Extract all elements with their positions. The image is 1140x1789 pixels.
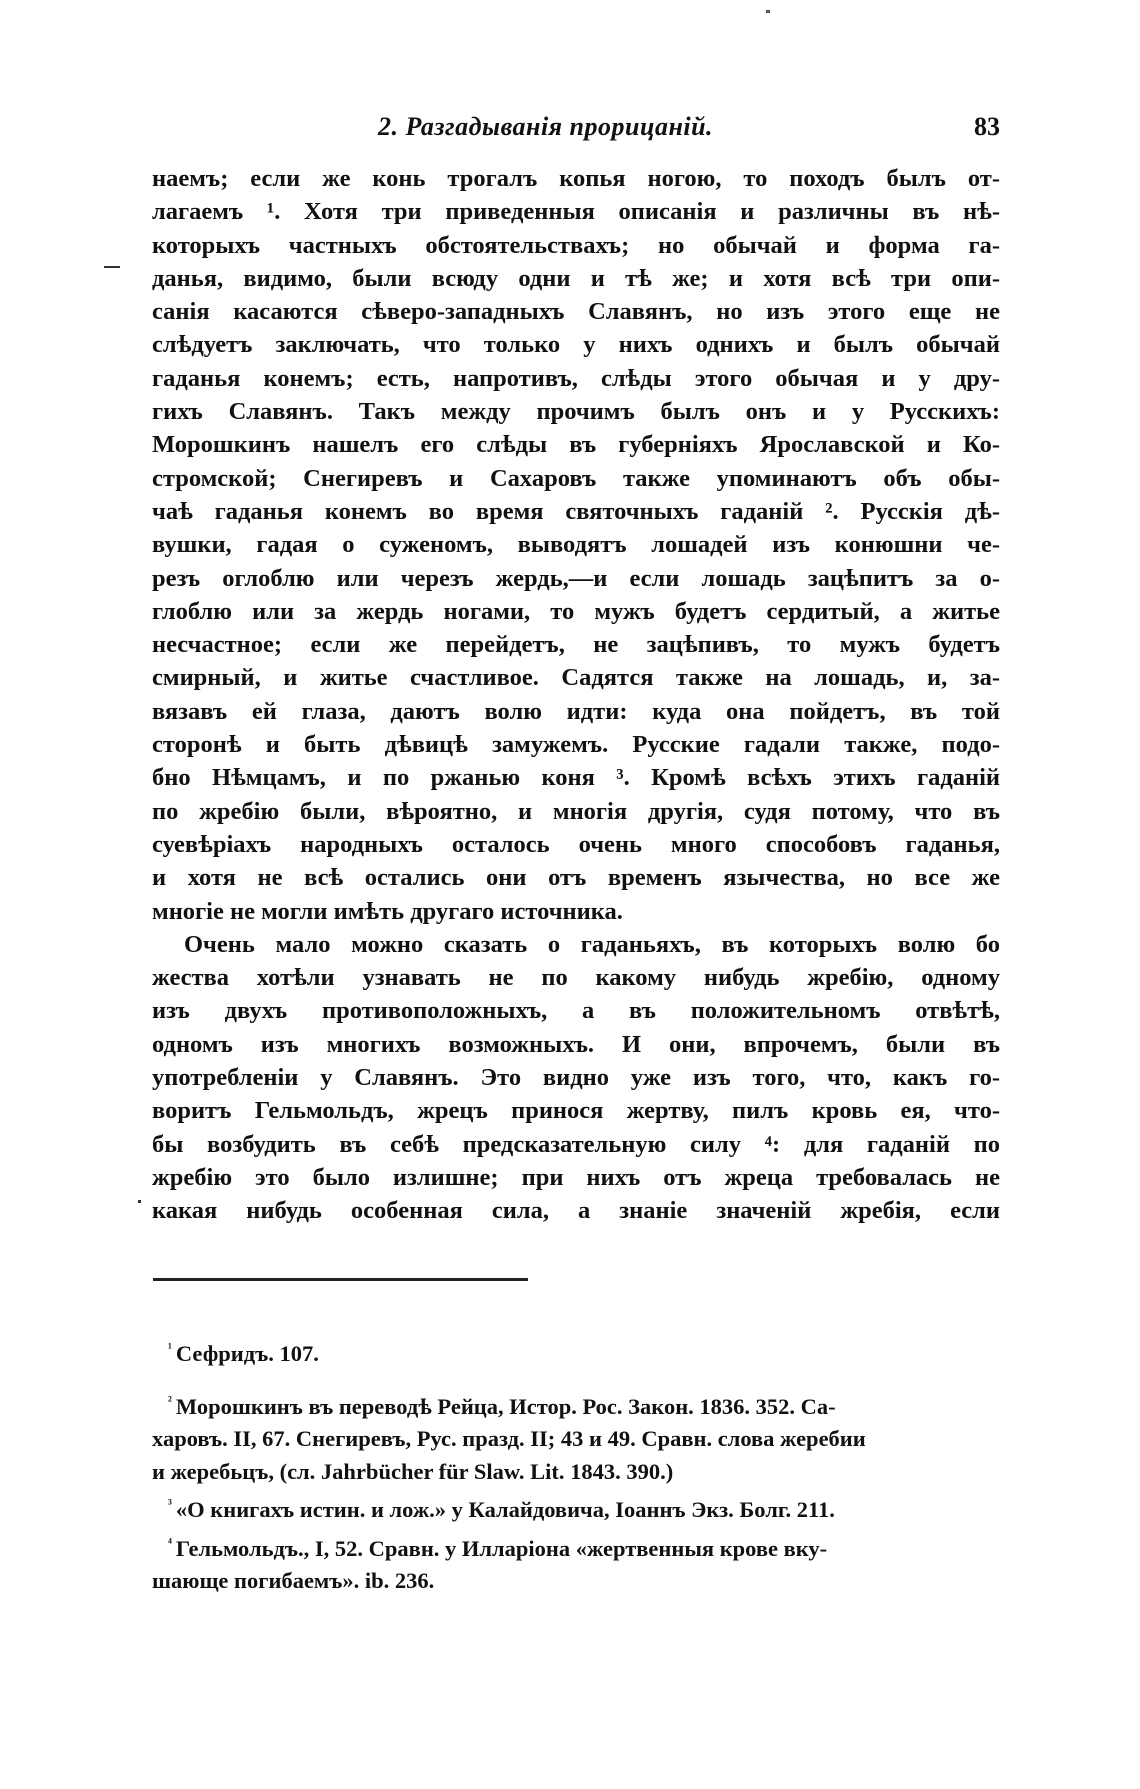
text-line: и хотя не всѣ остались они отъ временъ язычества, но все же bbox=[152, 864, 1000, 892]
footnote-text: Гельмольдъ., I, 52. Сравн. у Илларіона «жертвенныя крове вку- bbox=[175, 1535, 828, 1561]
running-title: 2. Разгадыванія прорицаній. bbox=[378, 112, 714, 141]
text-line: жества хотѣли узнавать не по какому нибудь жребію, одному bbox=[152, 964, 1000, 992]
text-line: сторонѣ и быть дѣвицѣ замужемъ. Русские гадали также, подо- bbox=[152, 731, 1000, 759]
text-line: которыхъ частныхъ обстоятельствахъ; но обычай и форма га- bbox=[152, 231, 1000, 259]
text-line: жребію это было излишне; при нихъ отъ жреца требовалась не bbox=[152, 1163, 1000, 1191]
page-header bbox=[152, 112, 1000, 148]
text-line: воритъ Гельмольдъ, жрецъ принося жертву, пилъ кровь ея, что- bbox=[152, 1097, 1000, 1125]
paragraph-start-line: Очень мало можно сказать о гаданьяхъ, въ которыхъ волю бо bbox=[184, 930, 1000, 958]
text-line: стромской; Снегиревъ и Сахаровъ также упоминаютъ объ обы- bbox=[152, 464, 1000, 492]
text-line: глоблю или за жердь ногами, то мужъ будетъ сердитый, а житье bbox=[152, 597, 1000, 625]
text-line: по жребію были, вѣроятно, и многія другія, судя потому, что въ bbox=[152, 797, 1000, 825]
margin-dot bbox=[138, 1200, 141, 1203]
text-line: гихъ Славянъ. Такъ между прочимъ былъ онъ и у Русскихъ: bbox=[152, 398, 1000, 426]
text-line: несчастное; если же перейдетъ, не зацѣпивъ, то мужъ будетъ bbox=[152, 631, 1000, 659]
text-line: какая нибудь особенная сила, а знаніе значеній жребія, если bbox=[152, 1197, 1000, 1225]
main-text bbox=[152, 162, 1000, 1228]
text-line: одномъ изъ многихъ возможныхъ. И они, впрочемъ, были въ bbox=[152, 1030, 1000, 1058]
footnote-2-continued: и жеребьцъ, (сл. Jahrbücher für Slaw. Lit. 1843. 390.) bbox=[152, 1458, 674, 1484]
text-line: наемъ; если же конь трогалъ копья ногою, то походъ былъ от- bbox=[152, 165, 1000, 192]
footnote-mark: ⁴ bbox=[168, 1534, 172, 1550]
footnote-mark: ³ bbox=[168, 1496, 172, 1511]
text-line: изъ двухъ противоположныхъ, а въ положительномъ отвѣтѣ, bbox=[152, 997, 1000, 1025]
footnote-text: Морошкинъ въ переводѣ Рейца, Истор. Рос. Закон. 1836. 352. Са- bbox=[175, 1393, 836, 1419]
margin-mark bbox=[104, 266, 120, 268]
footnotes bbox=[152, 1332, 1000, 1598]
text-line: резъ оглоблю или черезъ жердь,—и если лошадь зацѣпитъ за о- bbox=[152, 564, 1000, 592]
text-line: гаданья конемъ; есть, напротивъ, слѣды этого обычая и у дру- bbox=[152, 364, 1000, 392]
text-line: бно Нѣмцамъ, и по ржанью коня ³. Кромѣ всѣхъ этихъ гаданій bbox=[152, 764, 1000, 792]
text-line: вушки, гадая о суженомъ, выводятъ лошадей изъ конюшни че- bbox=[152, 531, 1000, 559]
footnote-1 bbox=[152, 1332, 1000, 1371]
text-line: лагаемъ ¹. Хотя три приведенныя описанія и различны въ нѣ- bbox=[152, 198, 1000, 226]
footnote-4-continued: шающе погибаемъ». ib. 236. bbox=[152, 1568, 435, 1593]
footnote-2 bbox=[152, 1385, 1000, 1424]
footnote-2-continued: харовъ. II, 67. Снегиревъ, Рус. празд. II; 43 и 49. Сравн. слова жеребии bbox=[152, 1426, 866, 1451]
text-line: данья, видимо, были всюду одни и тѣ же; и хотя всѣ три опи- bbox=[152, 264, 1000, 292]
text-line: слѣдуетъ заключать, что только у нихъ однихъ и былъ обычай bbox=[152, 331, 1000, 359]
footnote-mark: ² bbox=[168, 1392, 172, 1408]
text-line: санія касаются сѣверо-западныхъ Славянъ, но изъ этого еще не bbox=[152, 298, 1000, 326]
scan-speck bbox=[766, 10, 770, 13]
text-line: суевѣріахъ народныхъ осталось очень много способовъ гаданья, bbox=[152, 830, 1000, 858]
footnote-text: «О книгахъ истин. и лож.» у Калайдовича, Іоаннъ Экз. Болг. 211. bbox=[175, 1497, 835, 1522]
text-line: Морошкинъ нашелъ его слѣды въ губерніяхъ Ярославской и Ко- bbox=[152, 431, 1000, 459]
footnote-rule bbox=[153, 1278, 528, 1281]
footnote-mark: ¹ bbox=[168, 1340, 172, 1355]
text-line: многіе не могли имѣть другаго источника. bbox=[152, 897, 623, 925]
footnote-text: Сефридъ. 107. bbox=[175, 1341, 319, 1366]
text-line: употребленіи у Славянъ. Это видно уже изъ того, что, какъ го- bbox=[152, 1064, 1000, 1092]
footnote-4 bbox=[152, 1527, 1000, 1566]
text-line: вязавъ ей глаза, даютъ волю идти: куда она пойдетъ, въ той bbox=[152, 697, 1000, 725]
page-number: 83 bbox=[974, 112, 1000, 141]
footnote-3 bbox=[152, 1488, 1000, 1527]
text-line: смирный, и житье счастливое. Садятся также на лошадь, и, за- bbox=[152, 664, 1000, 692]
text-line: бы возбудить въ себѣ предсказательную силу ⁴: для гаданій по bbox=[152, 1130, 1000, 1158]
text-line: чаѣ гаданья конемъ во время святочныхъ гаданій ². Русскія дѣ- bbox=[152, 497, 1000, 525]
